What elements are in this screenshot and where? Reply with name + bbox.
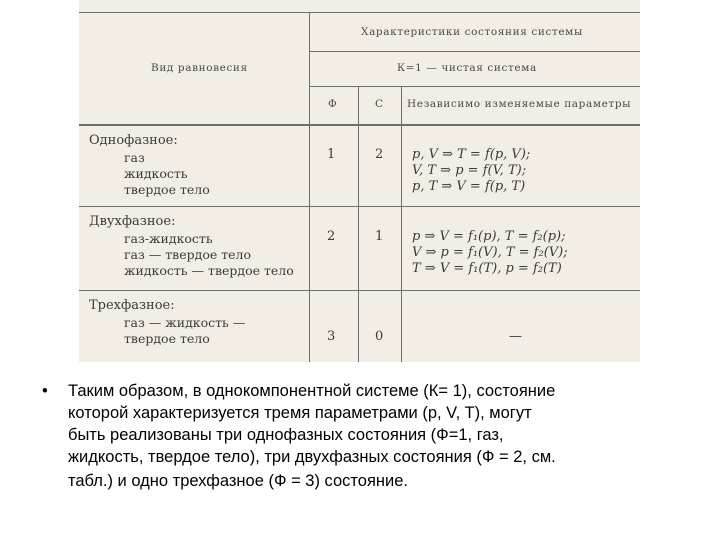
col-rule-1: [309, 12, 310, 362]
row-single-c: 2: [375, 147, 384, 162]
row-three-item: газ — жидкость —: [124, 315, 246, 330]
bullet-marker: •: [42, 382, 48, 400]
caption-line: табл.) и одно трехфазное (Ф = 3) состояние.: [68, 472, 408, 490]
row-two-formula: V ⇒ p = f₁(V), T = f₂(V);: [412, 245, 568, 260]
table-top-rule: [79, 12, 640, 13]
row-single-item: твердое тело: [124, 182, 210, 197]
row-single-formula: p, V ⇒ T = f(p, V);: [412, 147, 531, 162]
row-single-phi: 1: [327, 147, 336, 162]
row-three-item: твердое тело: [124, 331, 210, 346]
row-two-item: газ-жидкость: [124, 231, 213, 246]
row-single-item: газ: [124, 150, 145, 165]
row-single-item: жидкость: [124, 166, 188, 181]
row-two-item: жидкость — твердое тело: [124, 263, 294, 278]
header-vid: Вид равновесия: [151, 62, 248, 74]
row-two-title: Двухфазное:: [89, 214, 176, 229]
row-rule-2: [79, 290, 640, 291]
table-scan-image: [79, 0, 640, 362]
row-two-item: газ — твердое тело: [124, 247, 251, 262]
header-bottom-rule: [79, 124, 640, 126]
row-three-phi: 3: [327, 329, 336, 344]
header-rule-1: [309, 51, 640, 52]
row-rule-1: [79, 206, 640, 207]
row-three-c: 0: [375, 329, 384, 344]
caption-line: быть реализованы три однофазных состояния (Ф=1, газ,: [68, 426, 504, 444]
col-rule-2: [358, 86, 359, 362]
row-two-formula: T ⇒ V = f₁(T), p = f₂(T): [412, 261, 562, 276]
row-single-title: Однофазное:: [89, 133, 178, 148]
col-rule-3: [401, 86, 402, 362]
header-k-pure: К=1 — чистая система: [397, 62, 537, 74]
row-single-formula: p, T ⇒ V = f(p, T): [412, 179, 526, 194]
caption-line: Таким образом, в однокомпонентной системе (К= 1), состояние: [68, 382, 556, 400]
header-phi: Ф: [328, 98, 338, 110]
caption-line: жидкость, твердое тело), три двухфазных состояния (Ф = 2, см.: [68, 448, 556, 466]
row-two-formula: p ⇒ V = f₁(p), T = f₂(p);: [412, 229, 566, 244]
header-params: Независимо изменяемые параметры: [407, 98, 632, 110]
row-two-c: 1: [375, 229, 384, 244]
header-c: С: [375, 98, 384, 110]
row-three-formula: —: [509, 329, 522, 344]
row-three-title: Трехфазное:: [89, 298, 175, 313]
caption-line: которой характеризуется тремя параметрами (p, V, T), могут: [68, 404, 532, 422]
row-two-phi: 2: [327, 229, 336, 244]
row-single-formula: V, T ⇒ p = f(V, T);: [412, 163, 527, 178]
header-characteristics: Характеристики состояния системы: [361, 26, 583, 38]
